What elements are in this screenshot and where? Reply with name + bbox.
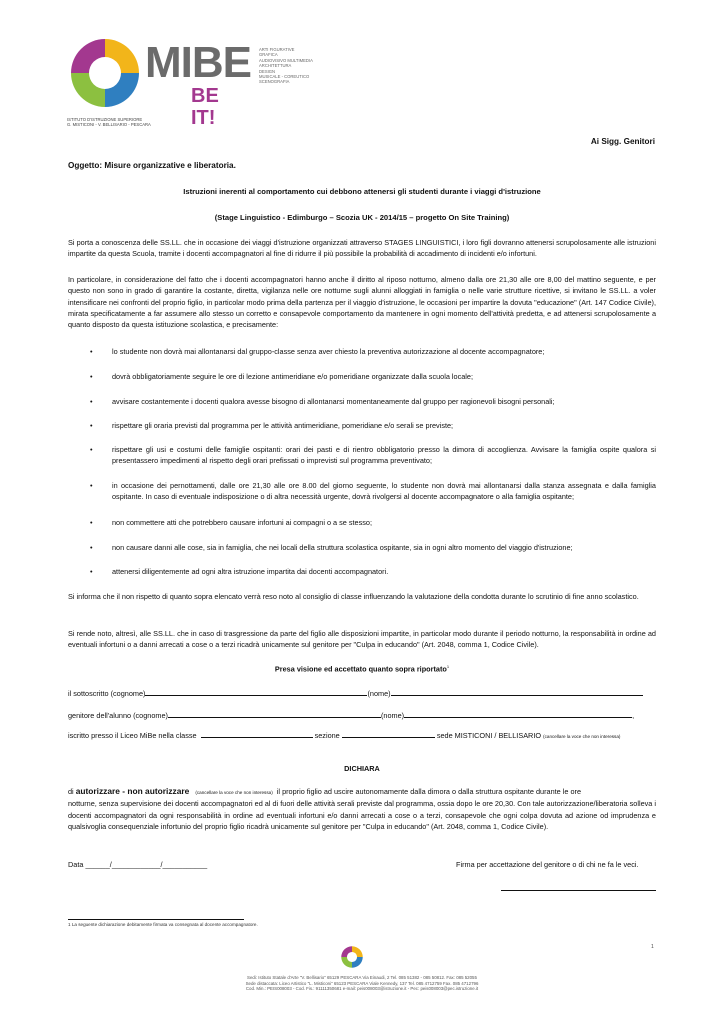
authorize-option[interactable]: autorizzare - non autorizzare [75, 786, 190, 796]
bullet-text: attenersi diligentemente ad ogni altra istruzione impartita dai docenti accompagnatori. [112, 567, 389, 576]
heading-instructions: Istruzioni inerenti al comportamento cui debbono attenersi gli studenti durante i viaggi d'istruzione [183, 187, 541, 196]
bullet-item: • avvisare costantemente i docenti qualora avesse bisogno di allontanarsi momentaneamente dal gruppo per ragionevoli bisogni personali; [90, 396, 656, 407]
section-field[interactable] [342, 729, 435, 738]
form-row-class [68, 729, 660, 742]
institute-line: G. MISTICONI - V. BELLISARIO - PESCARA [67, 122, 151, 128]
page-number: 1 [651, 944, 654, 950]
label-parent-name: (nome) [367, 689, 391, 698]
parent-surname-field[interactable] [145, 687, 367, 696]
bullet-item: • non causare danni alle cose, sia in famiglia, che nei locali della struttura scolastica ospitante, sia in ogni altro momento del viaggio d'istruzione; [90, 542, 656, 553]
course-item: MUSICALE - COREUTICO [259, 74, 310, 80]
bullet-text: dovrà obbligatoriamente seguire le ore di lezione antimeridiane e/o pomeridiane organizzate dalla scuola locale; [112, 372, 474, 381]
student-surname-field[interactable] [168, 709, 381, 718]
course-item: SCENOGRAFIA [259, 79, 290, 85]
footer-line: Sede distaccata: Liceo Artistico "L. Misticoni" 65123 PESCARA Viale Kennedy, 137 Tel. 085 4712759 Fax. 085 4712796 [245, 980, 479, 986]
bullet-item: • lo studente non dovrà mai allontanarsi dal gruppo-classe senza aver chiesto la preventiva autorizzazione al docente accompagnatore; [90, 346, 656, 357]
bullet-item: • rispettare gli oraria previsti dal programma per le attività antimeridiane, pomeridiane e/o serali se previste; [90, 420, 656, 431]
bullet-item: • dovrà obbligatoriamente seguire le ore di lezione antimeridiane e/o pomeridiane organizzate dalla scuola locale; [90, 371, 656, 382]
label-student-name: (nome) [380, 711, 405, 720]
label-class: iscritto presso il Liceo MiBe nella classe [68, 731, 197, 740]
course-item: AUDIOVISIVO MULTIMEDIA [259, 57, 313, 63]
bullet-text: lo studente non dovrà mai allontanarsi dal gruppo-classe senza aver chiesto la preventiva autorizzazione al docente accompagnatore; [112, 347, 545, 356]
course-list [259, 47, 349, 85]
footnote: 1 La seguente dichiarazione debitamente firmata va consegnata al docente accompagnatore. [68, 922, 258, 927]
paragraph-conduct: Si informa che il non rispetto di quanto sopra elencato verrà reso noto al consiglio di classe influenzando la valutazione della condotta durante lo scrutinio di fine anno scolastico. [68, 592, 639, 601]
declaration-body: notturne, senza supervisione dei docenti accompagnatori ed al di fuori delle attività serali previste dal programma, ossia dopo le ore 20,30. Con tale autorizzazione/liberatoria solleva i docenti accompagnatori da ogni responsabilità in ordine ad eventuali infortuni e/o danni arrecati a cose o a terzi, consapevole che ogni colpa dovuta ad azione od imprudenza e qualsivoglia consequenziale infortunio del proprio figlio ricadrà unicamente sul genitore per "Culpa in educando" (Art. 2048, comma 1, Codice Civile). [68, 799, 656, 831]
bullet-text: in occasione dei pernottamenti, dalle ore 21,30 alle ore 8.00 del giorno seguente, lo studente non dovrà mai allontanarsi dalla stanza assegnata e dalla famiglia ospitante. In caso di eventuale indisposizione o di altra necessità urgente, dovrà rivolgersi al docente accompagnatore o alla famiglia ospitante; [112, 481, 656, 502]
paragraph-details: In particolare, in considerazione del fatto che i docenti accompagnatori hanno anche il diritto al riposo notturno, almeno dalla ore 21,30 alle ore 8,00 del mattino seguente, e per questo non sono in grado di garantire la costante, diretta, vigilanza nelle ore notturne sugli alunni alloggiati in famiglia o nelle varie strutture ricettive, si invitano le SS.LL. a voler intensificare nei confronti del proprio figlio, in particolar modo prima della partenza per il viaggio d'istruzione, le occasioni per impartire la dovuta "educazione" (Art. 147 Codice Civile), mirata specificatamente a far assumere allo stesso un corretto e consapevole comportamento da mantenere in ogni momento dell'attività predetta, e ad attenersi scrupolosamente a quanto disposto da questa istituzione scolastica, e precisamente: [68, 275, 656, 330]
label-student-surname: genitore dell'alunno (cognome) [68, 711, 168, 720]
footer-line: Cod. Min.: PEIS008003 - Cod. Fis.: 91111350681 e-mail: peis008003@istruzione.it - Pec: peis008003@pec.istruzione.it [245, 986, 479, 992]
bullet-item: • in occasione dei pernottamenti, dalle ore 21,30 alle ore 8.00 del giorno seguente, lo studente non dovrà mai allontanarsi dalla stanza assegnata e dalla famiglia ospitante. In caso di eventuale indisposizione o di altra necessità urgente, dovrà rivolgersi al docente accompagnatore o alla famiglia ospitante; [90, 481, 656, 502]
signature-label: Firma per accettazione del genitore o di chi ne fa le veci. [456, 860, 639, 869]
date-line[interactable]: Data ______/____________/___________ [68, 860, 208, 869]
acceptance-text: Presa visione ed accettato quanto sopra riportato [274, 664, 447, 674]
subject: Oggetto: Misure organizzative e liberatoria. [68, 161, 236, 170]
bullet-text: rispettare gli usi e costumi delle famiglie ospitanti: orari dei pasti e di rientro obbligatorio presso la dimora di accoglienza. Avvisare la famiglia ospite qualora si presentassero impedimenti al rispetto degli orari prefissati o imprevisti sul programma preventivato; [112, 445, 656, 466]
form-row-student [68, 709, 658, 721]
decl-first-text: il proprio figlio ad uscire autonomamente dalla dimora o dalla struttura ospitante durante le ore [276, 787, 582, 796]
bullet-item: • non commettere atti che potrebbero causare infortuni ai compagni o a se stesso; [90, 517, 656, 528]
parent-name-field[interactable] [391, 687, 643, 696]
logo-wordmark: MIBE [145, 38, 251, 87]
decl-di: di [68, 787, 74, 796]
signature-line[interactable] [501, 890, 656, 891]
declaration-first-line [68, 786, 656, 798]
form-row-parent [68, 687, 658, 699]
label-parent-surname: il sottoscritto (cognome) [68, 689, 146, 698]
bullet-text: non commettere atti che potrebbero causare infortuni ai compagni o a se stesso; [112, 518, 372, 527]
label-campus[interactable]: sede MISTICONI / BELLISARIO [436, 731, 542, 740]
bullet-item: • rispettare gli usi e costumi delle famiglie ospitanti: orari dei pasti e di rientro obbligatorio presso la dimora di accoglienza. Avvisare la famiglia ospite qualora si presentassero impedimenti al rispetto degli orari prefissati o imprevisti sul programma preventivato; [90, 445, 656, 466]
footer-line: Sedi: Istituto Statale d'Arte "V. Bellisario" 65129 PESCARA Via Einaudi, 2 Tel. 085 51382 - 085 50812. Fax: 085 52055 [247, 975, 477, 980]
campus-note: (cancellare la voce che non interessa) [543, 734, 621, 739]
course-item: ARTI FIGURATIVE [259, 47, 295, 52]
paragraph-intro: Si porta a conoscenza delle SS.LL. che in occasione dei viaggi d'istruzione organizzati attraverso STAGES LINGUISTICI, i loro figli dovranno attenersi scrupolosamente alle istruzioni impartite da questa Scuola, tramite i docenti accompagnatori al fine di ridurre il più possibile la probabilità di accadimento di incidenti e/o infortuni. [68, 238, 656, 259]
footnote-separator [68, 919, 244, 920]
course-item: ARCHITETTURA [259, 63, 292, 69]
institute-line: ISTITUTO D'ISTRUZIONE SUPERIORE [67, 117, 143, 122]
bullet-item: • attenersi diligentemente ad ogni altra istruzione impartita dai docenti accompagnatori. [90, 566, 656, 577]
bullet-text: rispettare gli oraria previsti dal programma per le attività antimeridiane, pomeridiane e/o serali se previste; [112, 421, 454, 430]
bullet-text: non causare danni alle cose, sia in famiglia, che nei locali della struttura scolastica ospitante, sia in ogni altro momento del viaggio d'istruzione; [112, 543, 573, 552]
footer-address [180, 975, 544, 992]
paragraph-responsibility: Si rende noto, altresì, alle SS.LL. che in caso di trasgressione da parte del figlio alle disposizioni impartite, in particolar modo durante il periodo notturno, la responsabilità in ordine ad eventuali infortuni o a danni arrecati a cose o a terzi ricadrà unicamente sul genitore per "Culpa in educando" (Art. 2048, comma 1, Codice Civile). [68, 629, 656, 650]
course-item: DESIGN [259, 68, 276, 74]
addressee: Ai Sigg. Genitori [590, 137, 655, 146]
institute-name [67, 117, 151, 128]
footer-logo-icon [340, 945, 364, 969]
logo-ring-icon [67, 35, 143, 111]
comma: , [632, 711, 635, 720]
logo-tagline: BE IT! [191, 85, 219, 129]
heading-stage: (Stage Linguistico - Edimburgo – Scozia UK - 2014/15 – progetto On Site Training) [214, 213, 510, 222]
student-name-field[interactable] [404, 709, 635, 720]
course-item: GRAFICA [259, 52, 278, 58]
bullet-text: avvisare costantemente i docenti qualora avesse bisogno di allontanarsi momentaneamente dal gruppo per ragionevoli bisogni personali; [112, 397, 555, 406]
label-section: sezione [314, 731, 340, 740]
footnote-ref: 1 [446, 664, 450, 669]
dichiara-heading: DICHIARA [344, 764, 380, 773]
decl-note: (cancellare la voce che non interessa) [195, 790, 273, 795]
class-field[interactable] [201, 729, 313, 738]
declaration-block [68, 786, 656, 832]
acceptance-heading [68, 664, 656, 673]
